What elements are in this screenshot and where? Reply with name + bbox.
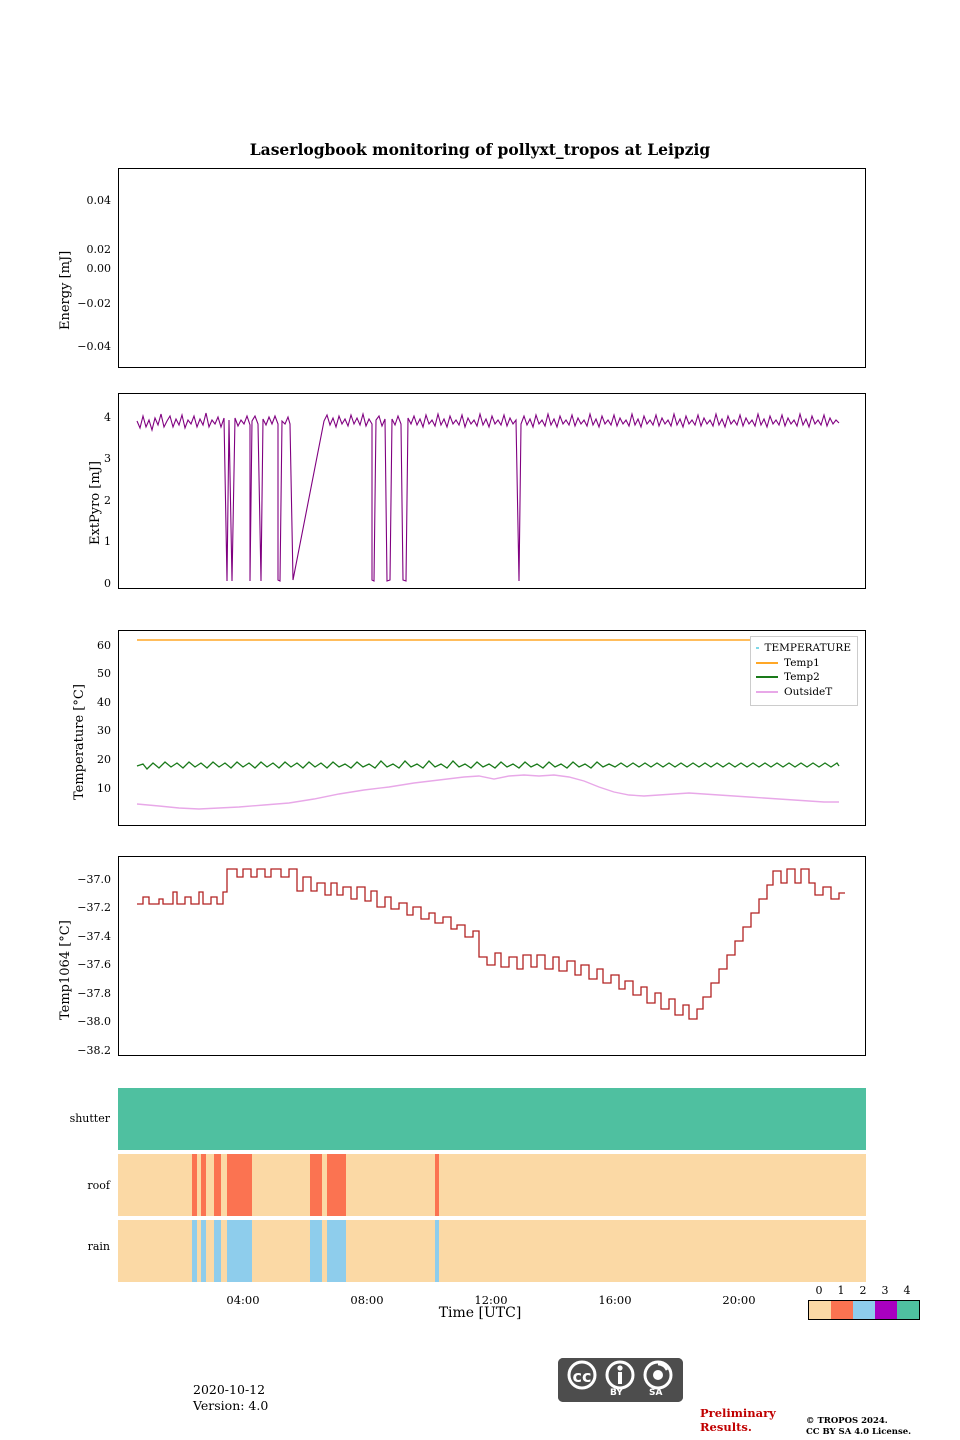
temperature-legend <box>750 636 858 706</box>
colorbar-swatch-4 <box>897 1301 919 1319</box>
panel-temp1064 <box>118 856 866 1056</box>
legend-label: Temp1 <box>784 656 820 669</box>
panel-extpyro <box>118 393 866 589</box>
energy-ytick: −0.02 <box>77 297 111 310</box>
temp1064-trace <box>137 869 845 1019</box>
energy-ytick: −0.04 <box>77 340 111 353</box>
svg-text:cc: cc <box>572 1367 592 1386</box>
colorbar-tick: 4 <box>903 1284 911 1297</box>
date-value: 2020-10-12 <box>193 1382 266 1397</box>
temp1064-ytick: −37.8 <box>77 987 111 1000</box>
cc-sa-label: SA <box>649 1388 663 1398</box>
extpyro-ytick: 2 <box>104 494 111 507</box>
status-plot-area <box>118 1088 866 1288</box>
extpyro-ytick: 1 <box>104 535 111 548</box>
copyright-line1: © TROPOS 2024. <box>806 1416 888 1426</box>
panel-status <box>118 1088 866 1288</box>
colorbar-tick: 3 <box>881 1284 889 1297</box>
legend-item-temp1 <box>756 656 851 671</box>
status-row-label-shutter: shutter <box>69 1112 110 1125</box>
copyright-note <box>806 1416 946 1438</box>
energy-ytick: 0.04 <box>86 194 111 207</box>
legend-label: TEMPERATURE <box>764 642 851 655</box>
page-title: Laserlogbook monitoring of pollyxt_tropos at Leipzig <box>249 140 711 159</box>
temp1064-plot-area <box>119 857 865 1055</box>
colorbar-swatch-2 <box>853 1301 875 1319</box>
status-cell-shutter <box>118 1088 866 1150</box>
energy-plot-area <box>119 169 865 367</box>
temperature-y-axis-label: Temperature [°C] <box>72 684 87 800</box>
temp1064-ytick: −37.6 <box>77 958 111 971</box>
legend-swatch-temp1 <box>756 662 778 664</box>
colorbar-tick: 2 <box>859 1284 867 1297</box>
extpyro-ytick: 0 <box>104 577 111 590</box>
temperature-ytick: 20 <box>97 753 111 766</box>
temp1064-y-axis-label: Temp1064 [°C] <box>58 920 73 1020</box>
copyright-line2: CC BY SA 4.0 License. <box>806 1427 912 1437</box>
colorbar-tick: 1 <box>837 1284 845 1297</box>
panel-energy <box>118 168 866 368</box>
temp1064-ytick: −38.0 <box>77 1015 111 1028</box>
legend-label: Temp2 <box>784 671 820 684</box>
outsidet-trace <box>137 775 839 809</box>
extpyro-plot-area <box>119 394 865 588</box>
energy-y-axis-label: Energy [mJ] <box>58 250 73 330</box>
temperature-ytick: 30 <box>97 724 111 737</box>
legend-swatch-outsidet <box>756 691 778 693</box>
extpyro-ytick: 3 <box>104 452 111 465</box>
temp1064-ytick: −37.4 <box>77 930 111 943</box>
preliminary-line1: Preliminary <box>700 1406 776 1420</box>
extpyro-ytick: 4 <box>104 411 111 424</box>
x-tick-label: 20:00 <box>722 1293 756 1307</box>
creative-commons-badge <box>558 1358 683 1402</box>
x-axis-label: Time [UTC] <box>438 1305 522 1321</box>
x-tick-label: 16:00 <box>598 1293 632 1307</box>
x-tick-label: 12:00 <box>474 1293 508 1307</box>
version-value: Version: 4.0 <box>193 1398 269 1413</box>
preliminary-results-note <box>700 1406 790 1434</box>
temperature-ytick: 50 <box>97 667 111 680</box>
temperature-ytick: 40 <box>97 696 111 709</box>
colorbar-swatch-1 <box>831 1301 853 1319</box>
colorbar-tick-labels <box>808 1284 918 1297</box>
extpyro-y-axis-label: ExtPyro [mJ] <box>88 461 103 545</box>
x-tick-label: 04:00 <box>226 1293 260 1307</box>
energy-ytick: 0.02 <box>86 243 111 256</box>
temp1064-ytick: −37.2 <box>77 901 111 914</box>
x-tick-label: 08:00 <box>350 1293 384 1307</box>
legend-label: OutsideT <box>784 685 833 698</box>
legend-item-temperature <box>756 641 851 656</box>
preliminary-line2: Results. <box>700 1420 752 1434</box>
date-stamp <box>193 1382 268 1414</box>
temp1064-ytick: −37.0 <box>77 873 111 886</box>
status-row-label-roof: roof <box>87 1179 110 1192</box>
legend-swatch-temperature <box>756 647 759 649</box>
legend-swatch-temp2 <box>756 676 778 678</box>
status-row-label-rain: rain <box>87 1240 110 1253</box>
colorbar-swatch-3 <box>875 1301 897 1319</box>
cc-by-label: BY <box>610 1388 623 1398</box>
legend-item-temp2 <box>756 670 851 685</box>
status-colorbar <box>808 1300 920 1320</box>
extpyro-trace <box>137 413 839 581</box>
temp2-trace <box>137 761 839 769</box>
energy-ytick: 0.00 <box>86 262 111 275</box>
colorbar-swatch-0 <box>809 1301 831 1319</box>
temperature-ytick: 60 <box>97 639 111 652</box>
colorbar-tick: 0 <box>815 1284 823 1297</box>
temperature-ytick: 10 <box>97 782 111 795</box>
temp1064-ytick: −38.2 <box>77 1044 111 1057</box>
legend-item-outsidet <box>756 685 851 700</box>
